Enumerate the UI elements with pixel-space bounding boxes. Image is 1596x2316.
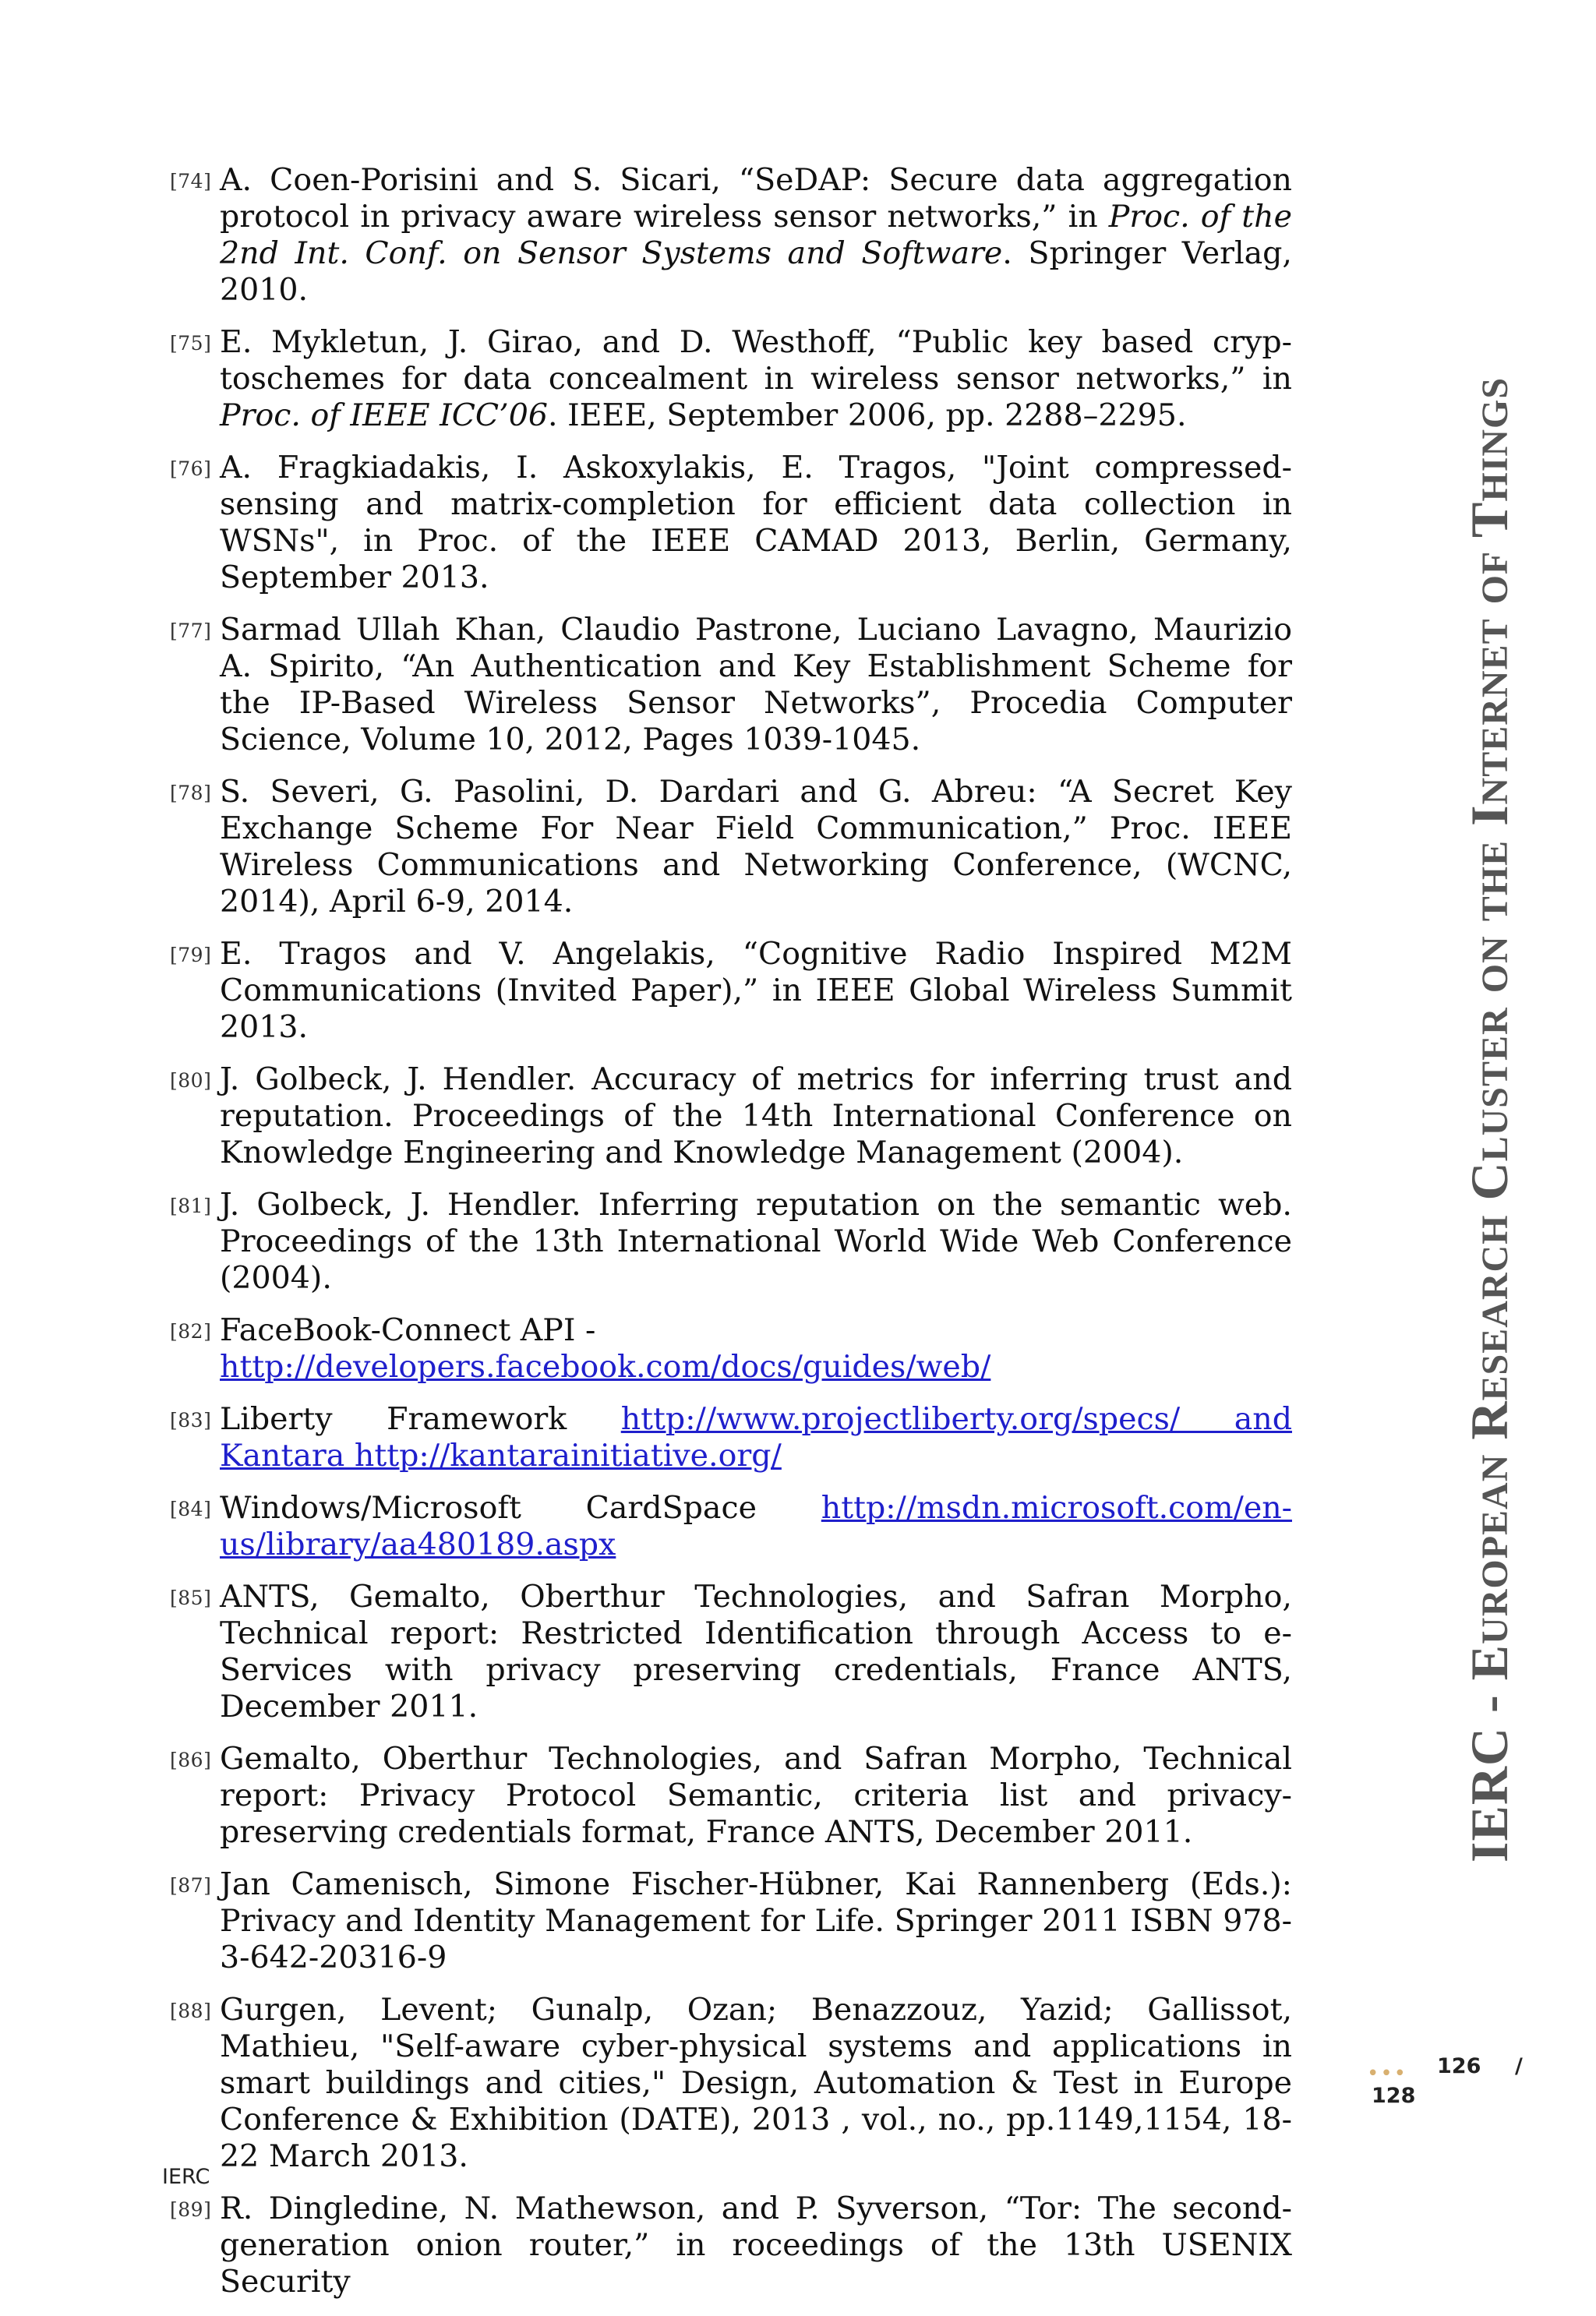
reference-text-segment: . IEEE, September 2006, pp. 2288–2295. [547,397,1187,433]
reference-number: [89] [170,2198,212,2221]
reference-link[interactable]: http://msdn.microsoft.com/en-us/library/aa480189.aspx [220,1490,1292,1562]
reference-item [170,1401,1292,1474]
reference-number: [75] [170,332,212,355]
reference-number: [87] [170,1874,212,1897]
reference-text-segment: S. Severi, G. Pasolini, D. Dardari and G. Abreu: “A Secret Key Exchange Scheme For Near Field Communication,” Proc. IEEE Wireless Communications and Networking Conference, (WCNC, 2014), April 6-9, 2014. [220,774,1292,920]
reference-item [170,612,1292,758]
reference-number: [81] [170,1195,212,1217]
reference-text [220,1061,1292,1171]
reference-text [220,1579,1292,1725]
reference-item [170,1187,1292,1297]
reference-number: [76] [170,457,212,480]
reference-item [170,450,1292,596]
reference-text [220,1866,1292,1976]
reference-text [220,1741,1292,1851]
reference-text [220,450,1292,596]
reference-item [170,936,1292,1046]
reference-text-segment: A. Coen-Porisini and S. Sicari, “SeDAP: Secure data aggregation protocol in privacy aware wireless sensor networks,” in [220,162,1292,235]
running-title: IERC - European Research Cluster on the Internet of Things [1460,376,1519,1862]
reference-number: [88] [170,2000,212,2022]
reference-number: [83] [170,1409,212,1432]
reference-text [220,1187,1292,1297]
page-number: 126 [1437,2054,1481,2078]
reference-number: [80] [170,1069,212,1092]
reference-number: [79] [170,944,212,966]
reference-item [170,2191,1292,2300]
page-number-separator: / [1515,2054,1523,2078]
reference-text [220,1490,1292,1563]
reference-item [170,1992,1292,2175]
reference-item [170,774,1292,920]
reference-text-segment: . Springer Verlag, 2010. [220,235,1292,308]
reference-italic-text: Proc. of IEEE ICC’06 [220,397,548,433]
reference-text [220,936,1292,1046]
reference-link[interactable]: http://www.projectliberty.org/specs/ and Kantara http://kantarainitiative.org/ [220,1401,1292,1474]
reference-item [170,162,1292,309]
reference-item [170,1061,1292,1171]
reference-text [220,1401,1292,1474]
reference-link[interactable]: http://developers.facebook.com/docs/guides/web/ [220,1349,991,1385]
reference-item [170,1866,1292,1976]
reference-item [170,324,1292,434]
reference-number: [82] [170,1320,212,1343]
reference-number: [78] [170,782,212,804]
reference-text-segment: J. Golbeck, J. Hendler. Accuracy of metrics for inferring trust and reputation. Proceedings of the 14th International Conference on Knowledge Engineering and Knowledge Management (2004). [220,1061,1292,1170]
reference-list [170,162,1292,2316]
reference-text-segment: E. Mykletun, J. Girao, and D. Westhoff, “Public key based cryp- toschemes for data concealment in wireless sensor networks,” in [220,324,1292,397]
reference-text-segment: Liberty Framework [220,1401,621,1437]
reference-number: [74] [170,170,212,192]
reference-text-segment: Windows/Microsoft CardSpace [220,1490,821,1526]
reference-text [220,324,1292,434]
reference-item [170,1312,1292,1386]
page-dots-decoration: ••• [1367,2062,1408,2085]
reference-number: [85] [170,1587,212,1609]
reference-text [220,1312,1292,1386]
page-total: 128 [1372,2084,1416,2108]
reference-text [220,162,1292,309]
reference-item [170,1490,1292,1563]
reference-text-segment: Gemalto, Oberthur Technologies, and Safran Morpho, Technical report: Privacy Protocol Semantic, criteria list and privacy-preserving credentials format, France ANTS, December 2011. [220,1741,1292,1850]
reference-text-segment: FaceBook-Connect API - [220,1312,596,1348]
reference-text-segment: Gurgen, Levent; Gunalp, Ozan; Benazzouz, Yazid; Gallissot, Mathieu, "Self-aware cyber-physical systems and applications in smart buildings and cities," Design, Automation & Test in Europe Conference & Exhibition (DATE), 2013 , vol., no., pp.1149,1154, 18-22 March 2013. [220,1992,1292,2174]
footer-label: IERC [162,2165,210,2189]
reference-text-segment: ANTS, Gemalto, Oberthur Technologies, and Safran Morpho, Technical report: Restricted Identification through Access to e-Services with privacy preserving credentials, France ANTS, December 2011. [220,1579,1292,1725]
reference-text-segment: Jan Camenisch, Simone Fischer-Hübner, Kai Rannenberg (Eds.): Privacy and Identity Management for Life. Springer 2011 ISBN 978-3-642-20316-9 [220,1866,1292,1975]
reference-text [220,2191,1292,2300]
reference-text [220,612,1292,758]
reference-text-segment: A. Fragkiadakis, I. Askoxylakis, E. Tragos, "Joint compressed-sensing and matrix-completion for efficient data collection in WSNs", in Proc. of the IEEE CAMAD 2013, Berlin, Germany, September 2013. [220,450,1292,595]
reference-number: [77] [170,620,212,642]
reference-text-segment: R. Dingledine, N. Mathewson, and P. Syverson, “Tor: The second-generation onion router,” in roceedings of the 13th USENIX Security [220,2191,1292,2300]
reference-text-segment: J. Golbeck, J. Hendler. Inferring reputation on the semantic web. Proceedings of the 13th International World Wide Web Conference (2004). [220,1187,1292,1296]
reference-number: [86] [170,1749,212,1771]
reference-text-segment: E. Tragos and V. Angelakis, “Cognitive Radio Inspired M2M Communications (Invited Paper),” in IEEE Global Wireless Summit 2013. [220,936,1292,1045]
reference-text [220,1992,1292,2175]
reference-item [170,1579,1292,1725]
reference-number: [84] [170,1498,212,1520]
reference-text [220,774,1292,920]
reference-italic-text: Proc. of the 2nd Int. Conf. on Sensor Systems and Software [220,199,1292,271]
reference-item [170,1741,1292,1851]
reference-text-segment: Sarmad Ullah Khan, Claudio Pastrone, Luciano Lavagno, Maurizio A. Spirito, “An Authentication and Key Establishment Scheme for the IP-Based Wireless Sensor Networks”, Procedia Computer Science, Volume 10, 2012, Pages 1039-1045. [220,612,1292,757]
